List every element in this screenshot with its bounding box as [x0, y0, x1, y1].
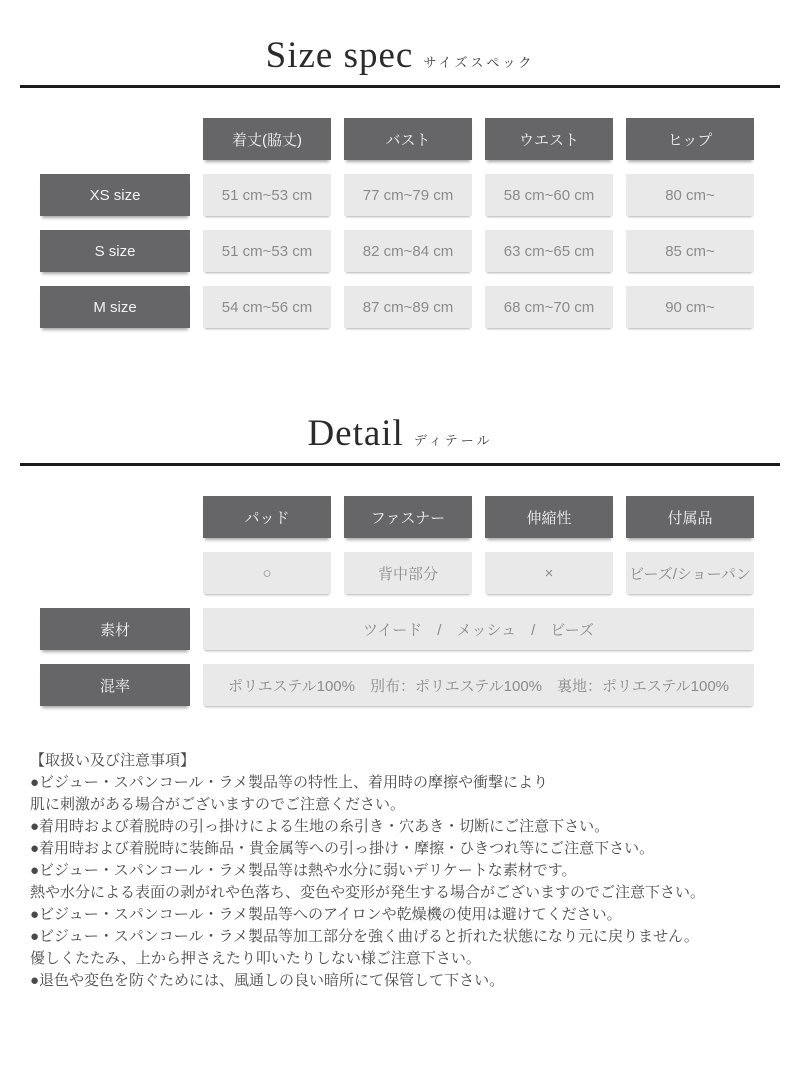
note-line: ●ビジュー・スパンコール・ラメ製品等の特性上、着用時の摩擦や衝撃により — [30, 774, 549, 791]
detail-col-header-stretch: 伸縮性 — [485, 496, 613, 538]
size-spec-divider — [20, 85, 780, 88]
detail-table-corner-spacer — [40, 496, 190, 538]
size-row-label-s: S size — [40, 230, 190, 272]
size-row-label-xs: XS size — [40, 174, 190, 216]
detail-cell-accessory: ビーズ/ショーパン — [626, 552, 754, 594]
size-col-header-length: 着丈(脇丈) — [203, 118, 331, 160]
note-line: ●ビジュー・スパンコール・ラメ製品等は熱や水分に弱いデリケートな素材です。 — [30, 862, 577, 879]
note-line: ●ビジュー・スパンコール・ラメ製品等へのアイロンや乾燥機の使用は避けてください。 — [30, 906, 622, 923]
note-line: ●着用時および着脱時に装飾品・貴金属等への引っ掛け・摩擦・ひきつれ等にご注意下さい。 — [30, 840, 655, 857]
note-line: ●ビジュー・スパンコール・ラメ製品等加工部分を強く曲げると折れた状態になり元に戻りません。 — [30, 928, 699, 945]
care-notes — [30, 750, 770, 992]
size-cell-m-hip: 90 cm~ — [626, 286, 754, 328]
size-cell-m-waist: 68 cm~70 cm — [485, 286, 613, 328]
size-col-header-waist: ウエスト — [485, 118, 613, 160]
note-line: 肌に刺激がある場合がございますのでご注意ください。 — [30, 796, 406, 813]
size-cell-xs-waist: 58 cm~60 cm — [485, 174, 613, 216]
detail-divider — [20, 463, 780, 466]
detail-cell-pad: ○ — [203, 552, 331, 594]
size-col-header-hip: ヒップ — [626, 118, 754, 160]
notes-heading: 【取扱い及び注意事項】 — [30, 752, 196, 769]
detail-table — [40, 496, 800, 706]
composition-row-label: 混率 — [40, 664, 190, 706]
size-cell-s-bust: 82 cm~84 cm — [344, 230, 472, 272]
detail-title-ja: ディテール — [413, 433, 493, 448]
composition-value: ポリエステル100% 別布：ポリエステル100% 裏地：ポリエステル100% — [203, 664, 754, 706]
size-cell-s-waist: 63 cm~65 cm — [485, 230, 613, 272]
size-col-header-bust: バスト — [344, 118, 472, 160]
detail-col-header-pad: パッド — [203, 496, 331, 538]
size-cell-xs-hip: 80 cm~ — [626, 174, 754, 216]
detail-title — [0, 328, 800, 463]
material-row-label: 素材 — [40, 608, 190, 650]
size-spec-table — [40, 118, 800, 328]
detail-value-row-spacer — [40, 552, 190, 594]
size-cell-m-length: 54 cm~56 cm — [203, 286, 331, 328]
note-line: ●着用時および着脱時の引っ掛けによる生地の糸引き・穴あき・切断にご注意下さい。 — [30, 818, 610, 835]
size-cell-m-bust: 87 cm~89 cm — [344, 286, 472, 328]
note-line: 熱や水分による表面の剥がれや色落ち、変色や変形が発生する場合がございますのでご注意下さい。 — [30, 884, 706, 901]
size-cell-s-length: 51 cm~53 cm — [203, 230, 331, 272]
size-cell-xs-bust: 77 cm~79 cm — [344, 174, 472, 216]
detail-cell-stretch: × — [485, 552, 613, 594]
note-line: ●退色や変色を防ぐためには、風通しの良い暗所にて保管して下さい。 — [30, 972, 505, 989]
size-cell-s-hip: 85 cm~ — [626, 230, 754, 272]
size-cell-xs-length: 51 cm~53 cm — [203, 174, 331, 216]
detail-col-header-fastener: ファスナー — [344, 496, 472, 538]
size-spec-title-en: Size spec — [265, 35, 414, 76]
detail-col-header-accessory: 付属品 — [626, 496, 754, 538]
note-line: 優しくたたみ、上から押さえたり叩いたりしない様ご注意下さい。 — [30, 950, 481, 967]
detail-title-en: Detail — [307, 413, 404, 454]
size-spec-title — [0, 0, 800, 85]
material-value: ツイード / メッシュ / ビーズ — [203, 608, 754, 650]
detail-cell-fastener: 背中部分 — [344, 552, 472, 594]
size-row-label-m: M size — [40, 286, 190, 328]
size-spec-title-ja: サイズスペック — [423, 55, 535, 70]
size-table-corner-spacer — [40, 118, 190, 160]
